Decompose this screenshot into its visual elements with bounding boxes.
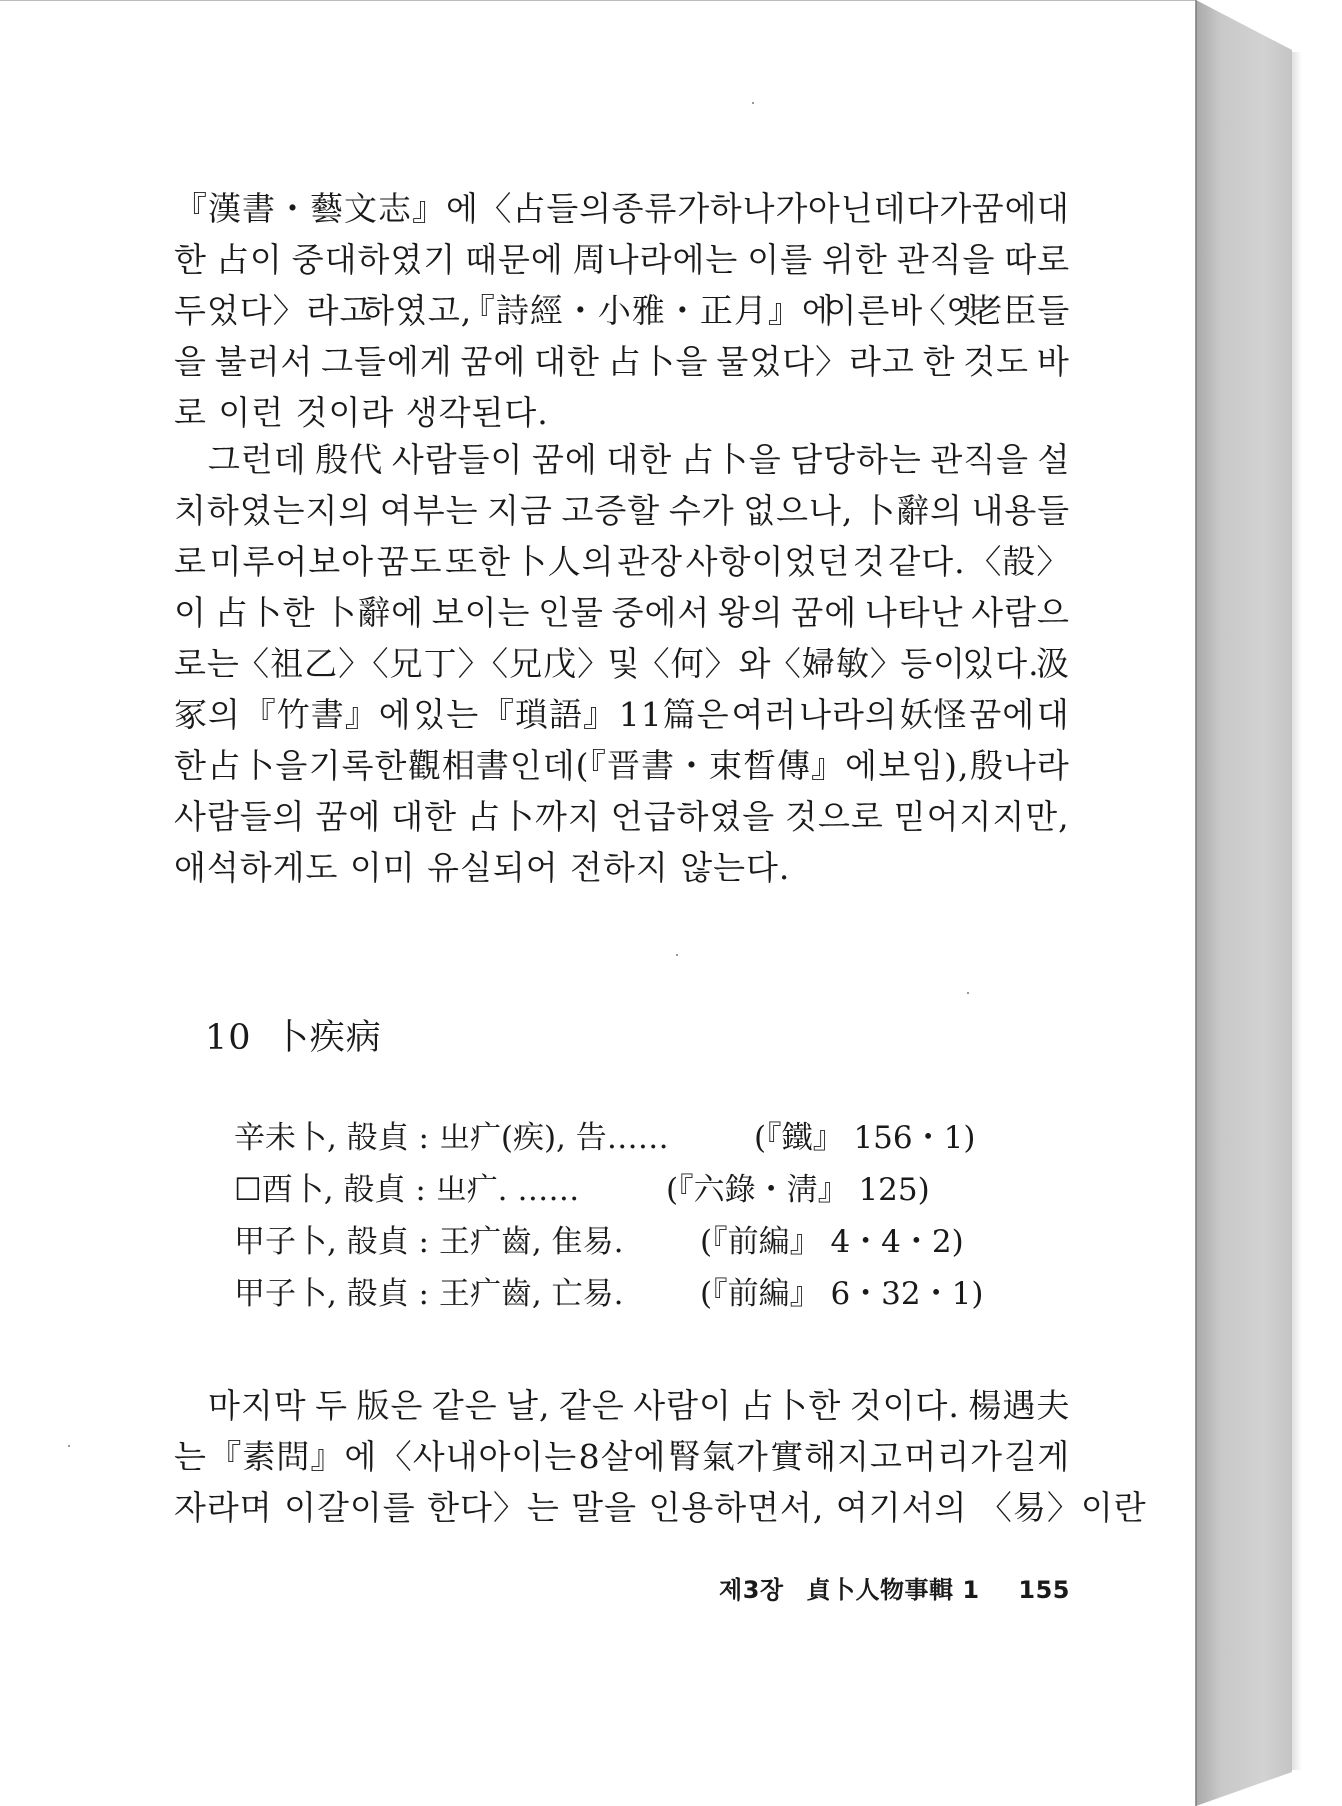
example-row <box>234 1268 983 1320</box>
section-title: 卜疾病 <box>273 1018 382 1058</box>
example-source: (『前編』 6・32・1) <box>700 1276 984 1312</box>
text-line: 애석하게도 이미 유실되어 전하지 않는다. <box>174 848 791 887</box>
text-line: 로 이런 것이라 생각된다. <box>174 393 549 432</box>
text-line: 을 불러서 그들에게 꿈에 대한 占卜을 물었다〉라고 한 것도 바 <box>174 342 1070 381</box>
example-text: 辛未卜, 㱿貞 : 㞢疒(疾), 告…… <box>234 1120 669 1156</box>
footer-chapter: 제3장 <box>719 1576 784 1604</box>
text-line: 한 占卜을 기록한 觀相書인데(『晋書・束晳傳』에 보임), 殷나라 <box>174 746 1070 785</box>
running-footer <box>705 1570 1070 1605</box>
text-line: 치하였는지의 여부는 지금 고증할 수가 없으나, 卜辭의 내용들 <box>174 491 1071 530</box>
text-line: 『漢書・藝文志』에 〈占들의 종류가 하나가 아닌데다가 꿈에 대 <box>174 189 1070 228</box>
example-source: (『六錄・淸』 125) <box>666 1172 930 1208</box>
example-text: 甲子卜, 㱿貞 : 王疒齒, 隹易. <box>234 1224 624 1260</box>
page-stack-shadow <box>1292 52 1302 1770</box>
text-line: 이 占卜한 卜辭에 보이는 인물 중에서 왕의 꿈에 나타난 사람으 <box>174 593 1070 632</box>
scan-speck <box>68 1445 70 1447</box>
section-number: 10 <box>205 1018 252 1058</box>
example-row <box>234 1112 983 1164</box>
text-line: 두었다〉라고 하였고, 『詩經・小雅・正月』에 이른바 〈옛 老臣들 <box>174 291 1071 330</box>
paragraph-second <box>174 434 1070 893</box>
text-line: 마지막 두 版은 같은 날, 같은 사람이 占卜한 것이다. 楊遇夫 <box>208 1386 1071 1425</box>
oracle-examples <box>234 1112 983 1320</box>
text-line: 冢의 『竹書』에 있는 『瑣語』 11篇은 여러 나라의 妖怪 꿈에 대 <box>174 695 1070 734</box>
text-line: 는 『素問』에 〈사내아이는 8살에 腎氣가 實해지고 머리가 길게 <box>174 1437 1071 1476</box>
example-source: (『前編』 4・4・2) <box>700 1224 964 1260</box>
text-line: 그런데 殷代 사람들이 꿈에 대한 占卜을 담당하는 관직을 설 <box>208 440 1071 479</box>
text-line: 한 占이 중대하였기 때문에 周나라에는 이를 위한 관직을 따로 <box>174 240 1071 279</box>
scan-speck <box>676 954 678 956</box>
text-line: 자라며 이갈이를 한다〉는 말을 인용하면서, 여기서의 〈易〉이란 <box>174 1488 1147 1527</box>
scan-speck <box>967 992 969 994</box>
scan-speck <box>752 102 754 104</box>
paragraph-third <box>174 1380 1147 1533</box>
example-row <box>234 1164 983 1216</box>
page-number: 155 <box>1018 1576 1070 1604</box>
text-line: 로 미루어보아 꿈도 또한 卜人의 관장 사항이었던 것 같다. 〈㱿〉 <box>174 542 1071 581</box>
section-heading <box>205 1010 382 1060</box>
paragraph-intro <box>174 183 1070 438</box>
footer-chapter-title: 貞卜人物事輯 1 <box>806 1576 980 1604</box>
example-text: ☐酉卜, 㱿貞 : 㞢疒. …… <box>234 1172 580 1208</box>
example-row <box>234 1216 983 1268</box>
example-text: 甲子卜, 㱿貞 : 王疒齒, 亡易. <box>234 1276 624 1312</box>
example-source: (『鐵』 156・1) <box>754 1120 976 1156</box>
text-line: 사람들의 꿈에 대한 占卜까지 언급하였을 것으로 믿어지지만, <box>174 797 1070 836</box>
page-stack-edge <box>1196 0 1292 1806</box>
text-line: 로는 〈祖乙〉〈兄丁〉〈兄戊〉 및 〈何〉와 〈婦敏〉 등이 있다. 汲 <box>174 644 1070 683</box>
